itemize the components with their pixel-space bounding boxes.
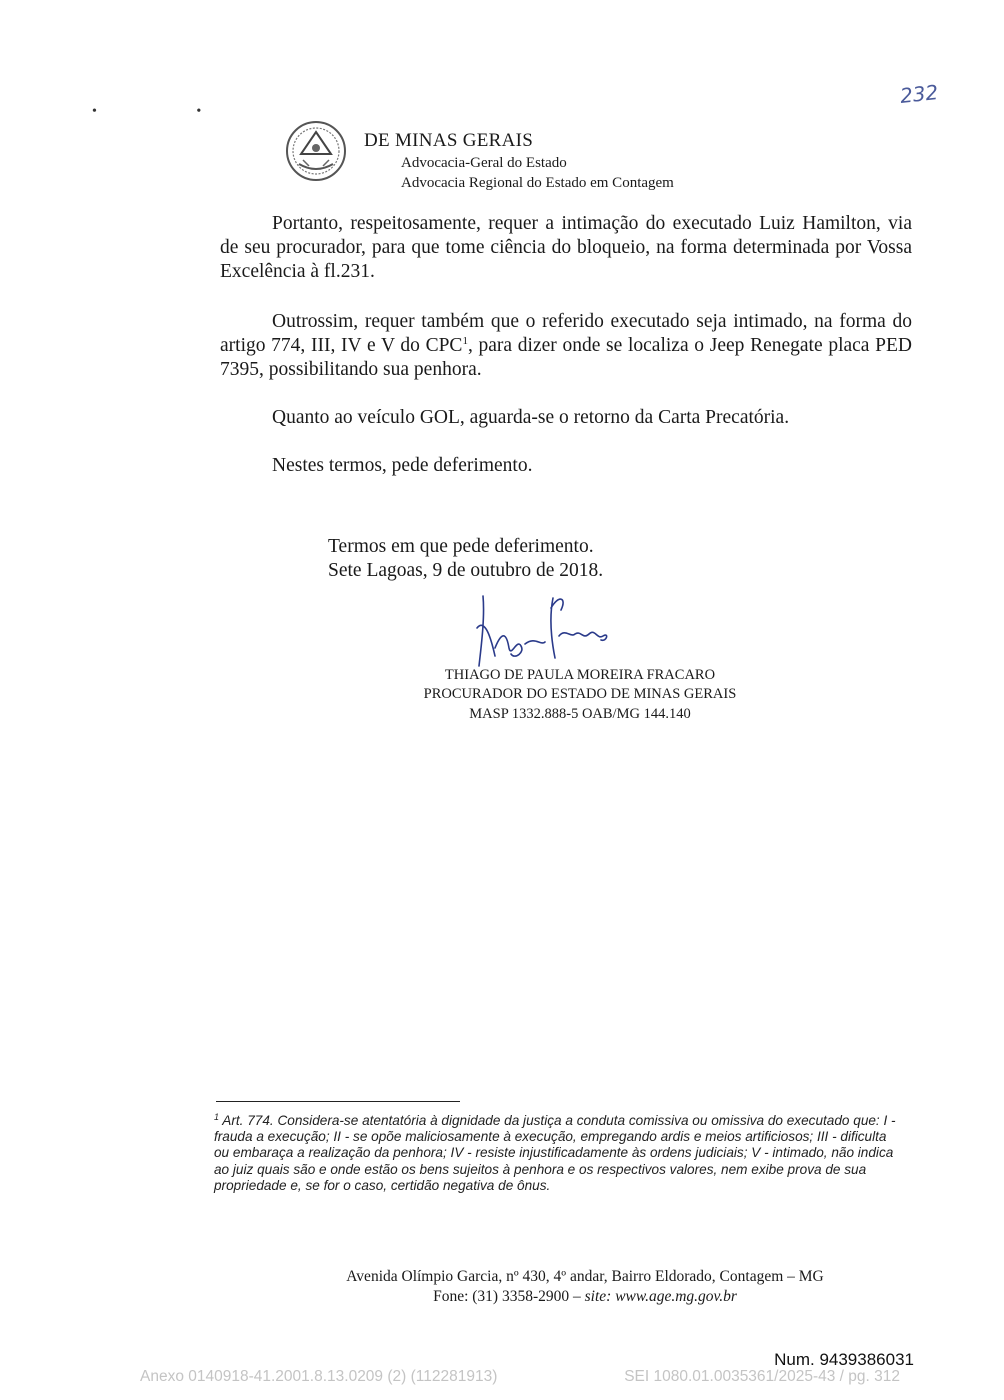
annex-reference: Anexo 0140918-41.2001.8.13.0209 (2) (112281913) (140, 1368, 498, 1385)
header-title: DE MINAS GERAIS (364, 130, 534, 151)
header-subtitle-2: Advocacia Regional do Estado em Contagem (401, 175, 674, 191)
signatory-ids: MASP 1332.888-5 OAB/MG 144.140 (469, 706, 691, 722)
annex-footer (140, 1368, 900, 1386)
footnote: $^1$ Art. 774. Considera-se atentatória à dignidade da justiça a conduta comissiva ou omissiva do executado que: I - frauda a execução; II - se opõe maliciosamente à execução, empregando ardis e meios artificiosos; III - dificulta ou embaraça a realização da penhora; IV - resiste injustificadamente às ordens judiciais; V - intimado, não indica ao juiz quais são e onde estão os bens sujeitos à penhora e os respectivos valores, nem exibe prova de sua propriedade e, se for o caso, certidão negativa de ônus. (214, 1112, 896, 1193)
address-line: Avenida Olímpio Garcia, nº 430, 4º andar, Bairro Eldorado, Contagem – MG (346, 1268, 824, 1285)
margin-marks: • • (92, 104, 250, 119)
sei-reference: SEI 1080.01.0035361/2025-43 / pg. 312 (624, 1368, 900, 1385)
header-subtitle-1: Advocacia-Geral do Estado (401, 155, 567, 171)
handwritten-page-number: 232 (898, 80, 940, 108)
website-link[interactable]: site: www.age.mg.gov.br (584, 1288, 737, 1305)
closing-line-1: Termos em que pede deferimento. (328, 536, 594, 557)
closing-date: Sete Lagoas, 9 de outubro de 2018. (328, 560, 604, 581)
footnote-reference: 1 (462, 335, 468, 347)
document-number: Num. 9439386031 (774, 1350, 914, 1369)
paragraph-1: Portanto, respeitosamente, requer a intimação do executado Luiz Hamilton, via de seu procurador, para que tome ciência do bloqueio, na forma determinada por Vossa Excelência à fl.231. (220, 213, 912, 282)
contact-line (300, 1288, 870, 1306)
paragraph-2: Outrossim, requer também que o referido executado seja intimado, na forma do artigo 774, III, IV e V do CPC$^1$, para dizer onde se localiza o Jeep Renegate placa PED 7395, possibilitando sua penhora. (220, 311, 912, 380)
phone: Fone: (31) 3358-2900 – (433, 1288, 585, 1305)
handwritten-signature (455, 588, 625, 678)
state-seal-icon (285, 120, 347, 182)
signatory-title: PROCURADOR DO ESTADO DE MINAS GERAIS (423, 686, 737, 702)
paragraph-4: Nestes termos, pede deferimento. (272, 455, 533, 476)
footnote-divider (216, 1101, 460, 1102)
signatory-name: THIAGO DE PAULA MOREIRA FRACARO (444, 667, 716, 683)
paragraph-3: Quanto ao veículo GOL, aguarda-se o retorno da Carta Precatória. (272, 407, 790, 428)
